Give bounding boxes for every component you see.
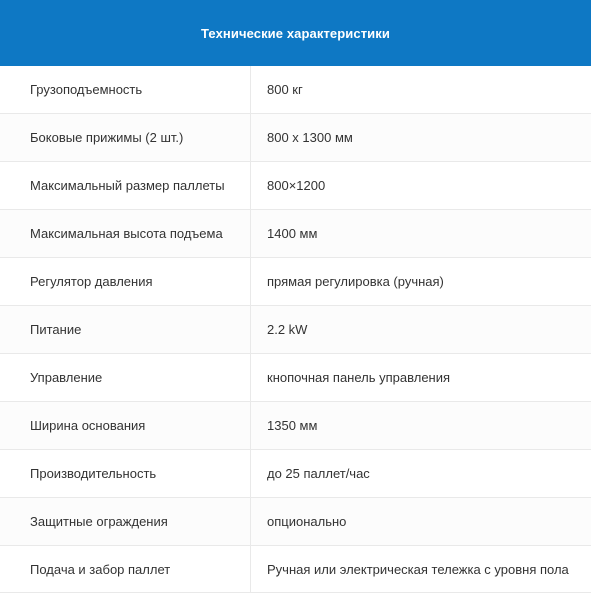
spec-value: 800×1200 <box>267 178 326 193</box>
table-row <box>0 546 591 593</box>
spec-name: Регулятор давления <box>0 258 251 305</box>
table-header <box>0 0 591 66</box>
table-row <box>0 210 591 258</box>
spec-name: Боковые прижимы (2 шт.) <box>0 114 251 161</box>
spec-value: 1350 мм <box>267 418 318 433</box>
spec-name: Защитные ограждения <box>0 498 251 545</box>
spec-value: 1400 мм <box>267 226 318 241</box>
spec-value: опционально <box>267 514 347 529</box>
table-row <box>0 450 591 498</box>
spec-value: 2.2 kW <box>267 322 308 337</box>
table-row <box>0 114 591 162</box>
table-row <box>0 306 591 354</box>
spec-value: кнопочная панель управления <box>267 370 451 385</box>
table-row <box>0 402 591 450</box>
spec-value: до 25 паллет/час <box>267 466 370 481</box>
spec-name: Ширина основания <box>0 402 251 449</box>
table-row <box>0 354 591 402</box>
table-row <box>0 258 591 306</box>
spec-name: Управление <box>0 354 251 401</box>
spec-value: прямая регулировка (ручная) <box>267 274 444 289</box>
spec-value: 800 x 1300 мм <box>267 130 353 145</box>
spec-name: Подача и забор паллет <box>0 546 251 592</box>
table-title: Технические характеристики <box>201 25 390 41</box>
spec-name: Грузоподъемность <box>0 66 251 113</box>
table-body <box>0 66 591 593</box>
spec-value: 800 кг <box>267 82 303 97</box>
spec-name: Максимальный размер паллеты <box>0 162 251 209</box>
spec-name: Производительность <box>0 450 251 497</box>
table-row <box>0 498 591 546</box>
spec-name: Питание <box>0 306 251 353</box>
spec-name: Максимальная высота подъема <box>0 210 251 257</box>
table-row <box>0 66 591 114</box>
table-row <box>0 162 591 210</box>
spec-value: Ручная или электрическая тележка с уровня пола <box>267 561 569 577</box>
